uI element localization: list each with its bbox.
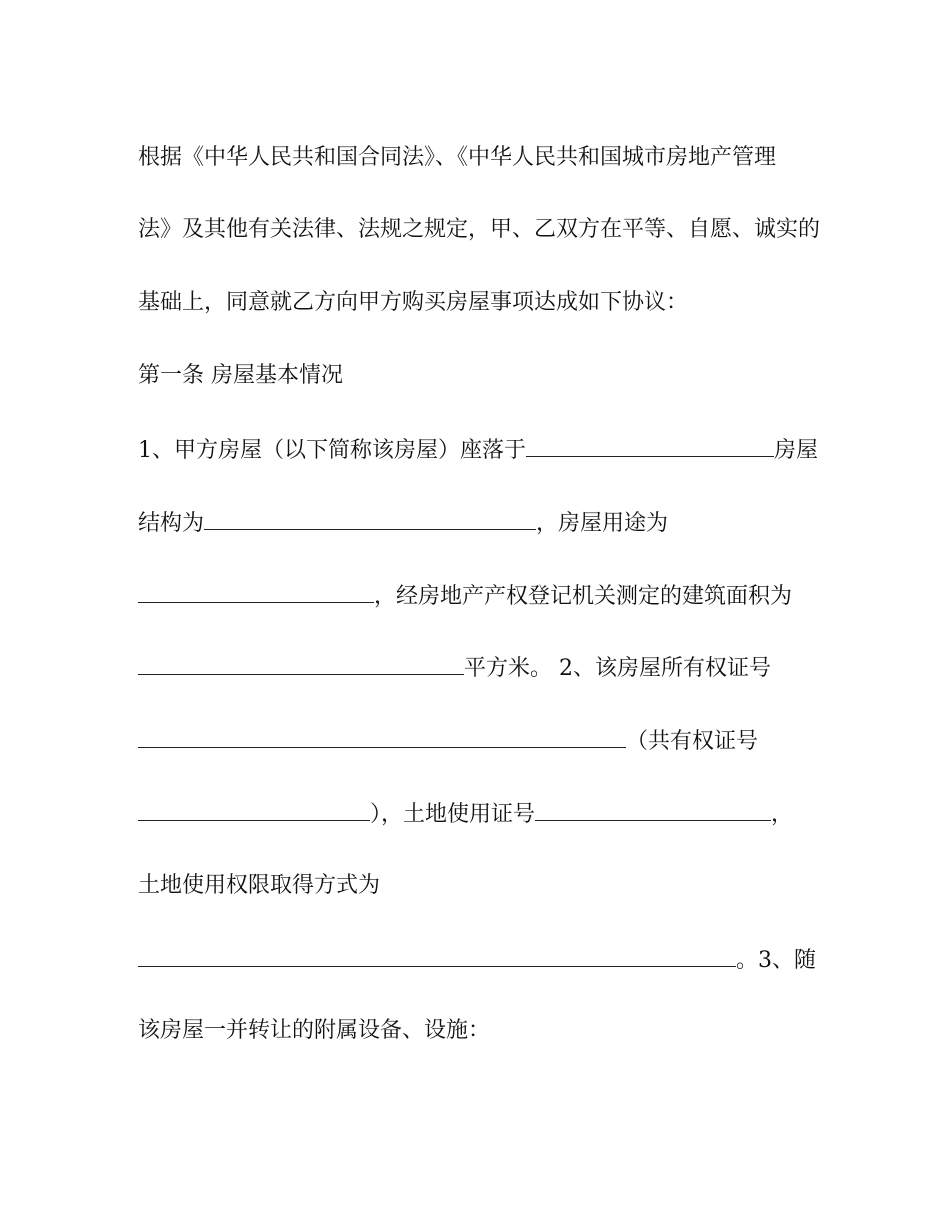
- paragraph-line-5: [138, 434, 828, 466]
- line-text: 法》及其他有关法律、法规之规定，甲、乙双方在平等、自愿、诚实的: [138, 217, 821, 242]
- line-text: 土地使用权限取得方式为: [138, 873, 381, 898]
- paragraph-line-8: [138, 652, 828, 684]
- paragraph-line-7: [138, 580, 828, 612]
- line-text-end: 房屋: [774, 438, 819, 463]
- line-text-start: 1、甲方房屋（以下简称该房屋）座落于: [138, 438, 526, 463]
- heading-text: 第一条 房屋基本情况: [138, 363, 343, 388]
- line-text-start: 结构为: [138, 511, 205, 536]
- joint-cert-blank[interactable]: [138, 798, 370, 821]
- paragraph-line-12: [138, 944, 828, 976]
- structure-blank[interactable]: [204, 507, 536, 530]
- usage-blank[interactable]: [138, 580, 374, 603]
- section-heading: [138, 361, 828, 391]
- line-text-end: 。3、随: [736, 948, 816, 973]
- paragraph-line-2: [138, 215, 828, 245]
- line-text: 基础上，同意就乙方向甲方购买房屋事项达成如下协议：: [138, 290, 689, 315]
- paragraph-line-13: [138, 1016, 828, 1046]
- line-text: 该房屋一并转让的附属设备、设施：: [138, 1018, 491, 1043]
- line-text-middle: ），土地使用证号: [370, 802, 536, 827]
- land-cert-blank[interactable]: [535, 798, 771, 821]
- line-text-end: （共有权证号: [626, 729, 759, 754]
- ownership-cert-blank[interactable]: [138, 725, 626, 748]
- paragraph-line-1: [138, 143, 828, 173]
- area-blank[interactable]: [138, 652, 464, 675]
- address-blank[interactable]: [526, 434, 774, 457]
- line-text: 根据《中华人民共和国合同法》、《中华人民共和国城市房地产管理: [138, 145, 777, 170]
- paragraph-line-3: [138, 288, 828, 318]
- line-text-end: ，房屋用途为: [536, 511, 669, 536]
- line-text-end: 平方米。 2、该房屋所有权证号: [464, 656, 771, 681]
- line-text-end: ，经房地产产权登记机关测定的建筑面积为: [374, 584, 793, 609]
- line-text-end: ，: [771, 802, 794, 827]
- land-acquisition-blank[interactable]: [138, 944, 736, 967]
- paragraph-line-9: [138, 725, 828, 757]
- paragraph-line-11: [138, 871, 828, 901]
- paragraph-line-10: [138, 798, 828, 830]
- paragraph-line-6: [138, 507, 828, 539]
